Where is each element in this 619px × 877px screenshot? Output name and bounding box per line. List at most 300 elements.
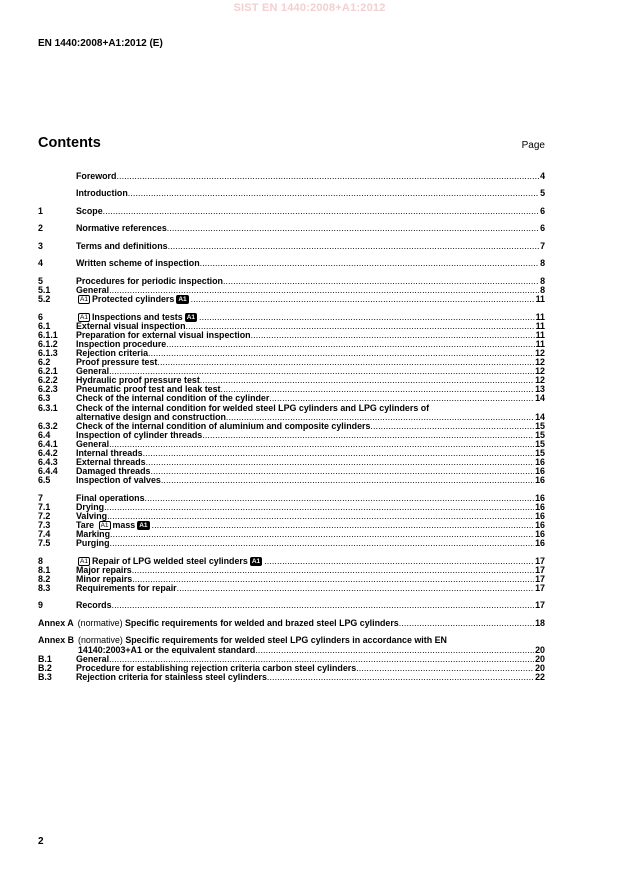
toc-entry-title bbox=[76, 331, 251, 340]
toc-entry-page: 20 bbox=[535, 644, 545, 655]
toc-entry-title-box bbox=[76, 530, 534, 539]
toc-entry-title-text: Records bbox=[76, 601, 112, 611]
toc-entry[interactable] bbox=[38, 458, 545, 467]
toc-entry-page: 16 bbox=[535, 529, 545, 540]
toc-entry-title-text: Check of the internal condition of the cylinder bbox=[76, 394, 270, 404]
toc-entry-title-box bbox=[76, 331, 535, 340]
toc-entry-title-text: General bbox=[76, 439, 110, 449]
toc-entry-page: 14 bbox=[535, 393, 545, 404]
toc-entry-number: 3 bbox=[38, 240, 43, 251]
toc-entry-title-box bbox=[76, 431, 534, 440]
toc-entry-title-text: Major repairs bbox=[76, 565, 132, 575]
toc-entry-number: 6.3 bbox=[38, 393, 51, 404]
toc-entry-page: 13 bbox=[535, 384, 545, 395]
toc-entry[interactable] bbox=[38, 340, 545, 349]
toc-entry[interactable] bbox=[38, 584, 545, 593]
toc-entry-title-text: Internal threads bbox=[76, 448, 143, 458]
document-id: EN 1440:2008+A1:2012 (E) bbox=[38, 38, 163, 49]
toc-entry[interactable] bbox=[38, 358, 545, 367]
toc-entry-number: 7.3 bbox=[38, 520, 51, 531]
toc-entry[interactable] bbox=[38, 242, 545, 251]
toc-entry-page: 16 bbox=[535, 501, 545, 512]
dot-leader bbox=[177, 584, 535, 593]
toc-entry[interactable] bbox=[38, 422, 545, 431]
toc-entry-title-text: Rejection criteria for stainless steel cylinders bbox=[76, 672, 267, 682]
toc-entry-number: Annex B bbox=[38, 635, 74, 646]
dot-leader bbox=[143, 449, 535, 458]
toc-entry-page: 5 bbox=[540, 188, 545, 199]
toc-entry-title bbox=[76, 385, 221, 394]
toc-entry[interactable] bbox=[38, 331, 545, 340]
toc-entry-title-line2: alternative design and construction bbox=[76, 411, 226, 422]
toc-entry[interactable] bbox=[38, 313, 545, 322]
toc-entry-title-box bbox=[76, 440, 534, 449]
toc-entry-page: 11 bbox=[535, 320, 545, 331]
toc-entry-number: 6.1.1 bbox=[38, 329, 58, 340]
contents-heading: Contents bbox=[38, 135, 101, 151]
toc-entry-title-text: Rejection criteria bbox=[76, 348, 149, 358]
toc-entry-title-text: Hydraulic proof pressure test bbox=[76, 376, 200, 386]
dot-leader bbox=[148, 349, 534, 358]
toc-entry-number: 6.4.1 bbox=[38, 438, 58, 449]
toc-entry-page: 18 bbox=[535, 617, 545, 628]
dot-leader bbox=[128, 189, 539, 198]
toc-entry-number: 8.3 bbox=[38, 582, 51, 593]
toc-entry-number: 6.4.3 bbox=[38, 457, 58, 468]
toc-entry[interactable] bbox=[38, 286, 545, 295]
dot-leader bbox=[110, 530, 534, 539]
dot-leader bbox=[104, 503, 534, 512]
toc-entry-title bbox=[78, 619, 399, 628]
toc-entry-title-text: Requirements for repair bbox=[76, 583, 177, 593]
toc-entry[interactable] bbox=[38, 673, 545, 682]
dot-leader bbox=[116, 172, 539, 181]
toc-entry-page: 17 bbox=[535, 582, 545, 593]
toc-entry-title-box bbox=[76, 172, 539, 181]
dot-leader bbox=[267, 673, 534, 682]
toc-entry-title bbox=[76, 566, 132, 575]
toc-entry-title-box bbox=[76, 539, 534, 548]
dot-leader bbox=[168, 242, 540, 251]
dot-leader bbox=[110, 539, 535, 548]
toc-entry-title-text: Inspection procedure bbox=[76, 339, 167, 349]
toc-entry-page: 4 bbox=[540, 171, 545, 181]
toc-entry-number: 6.1.3 bbox=[38, 347, 58, 358]
toc-entry-page: 6 bbox=[540, 205, 545, 216]
toc-entry-title-box bbox=[76, 476, 534, 485]
toc-entry-title-box bbox=[76, 512, 534, 521]
dot-leader bbox=[269, 394, 534, 403]
toc-entry-title bbox=[76, 172, 116, 181]
toc-entry-page: 14 bbox=[535, 411, 545, 422]
toc-entry-title bbox=[76, 440, 109, 449]
toc-entry-number: 6.5 bbox=[38, 475, 51, 486]
toc-entry-number: B.1 bbox=[38, 653, 52, 664]
toc-entry-title bbox=[76, 422, 370, 431]
toc-entry-number: 6.3.1 bbox=[38, 402, 58, 413]
toc-entry-title bbox=[76, 467, 150, 476]
toc-entry-number: 5.1 bbox=[38, 285, 51, 295]
watermark: SIST EN 1440:2008+A1:2012 bbox=[233, 2, 386, 14]
toc-entry-page: 12 bbox=[535, 347, 545, 358]
toc-entry-title-box bbox=[76, 664, 534, 673]
toc-entry[interactable] bbox=[38, 512, 545, 521]
toc-entry-page: 17 bbox=[535, 555, 545, 566]
toc-entry-page: 12 bbox=[535, 357, 545, 368]
toc-entry[interactable] bbox=[38, 636, 545, 654]
toc-entry-title bbox=[76, 394, 269, 403]
amendment-marker-icon: A1 bbox=[100, 522, 109, 530]
toc-entry-title bbox=[76, 673, 267, 682]
annex-qualifier: (normative) bbox=[77, 618, 126, 628]
toc-entry-title-box bbox=[76, 521, 534, 530]
annex-qualifier: (normative) bbox=[78, 636, 126, 646]
toc-entry-title bbox=[76, 584, 177, 593]
toc-entry-title bbox=[76, 224, 167, 233]
toc-entry-title-box bbox=[76, 340, 535, 349]
toc-entry-title-box bbox=[76, 286, 539, 295]
toc-entry-title bbox=[76, 367, 109, 376]
toc-entry-page: 15 bbox=[535, 420, 545, 431]
toc-entry-title-text: Normative references bbox=[76, 224, 167, 234]
toc-entry-page: 22 bbox=[535, 671, 545, 682]
toc-entry-title bbox=[76, 207, 103, 216]
toc-entry-page: 16 bbox=[535, 475, 545, 486]
dot-leader bbox=[152, 521, 535, 530]
toc-entry-title-box bbox=[76, 449, 534, 458]
toc-entry-title-box bbox=[76, 467, 534, 476]
toc-entry-page: 12 bbox=[535, 375, 545, 386]
amendment-marker-icon: A1 bbox=[178, 296, 187, 304]
toc-entry[interactable] bbox=[38, 349, 545, 358]
toc-entry-title-text: External visual inspection bbox=[76, 321, 186, 331]
toc-entry-page: 16 bbox=[535, 520, 545, 531]
toc-entry-title-text: Introduction bbox=[76, 189, 128, 199]
dot-leader bbox=[191, 295, 535, 304]
toc-entry-title-box bbox=[76, 566, 534, 575]
toc-entry-title-text: Final operations bbox=[76, 493, 145, 503]
toc-entry[interactable] bbox=[38, 557, 545, 566]
toc-entry[interactable] bbox=[38, 467, 545, 476]
toc-entry-title-box bbox=[76, 367, 534, 376]
toc-entry-number: 4 bbox=[38, 258, 43, 269]
toc-entry[interactable] bbox=[38, 503, 545, 512]
toc-entry-title bbox=[76, 349, 148, 358]
toc-entry-title-text: Tare bbox=[76, 521, 95, 531]
dot-leader bbox=[264, 557, 534, 566]
dot-leader bbox=[150, 467, 534, 476]
toc-entry-title bbox=[76, 476, 161, 485]
toc-entry-page: 17 bbox=[535, 564, 545, 575]
dot-leader bbox=[157, 358, 534, 367]
dot-leader bbox=[186, 322, 535, 331]
toc-entry-title-box bbox=[76, 295, 535, 304]
toc-entry-title bbox=[76, 358, 157, 367]
toc-entry-title-text: Inspection of valves bbox=[76, 476, 161, 486]
toc-entry[interactable] bbox=[38, 440, 545, 449]
toc-entry[interactable] bbox=[38, 394, 545, 403]
toc-entry-number: 9 bbox=[38, 600, 43, 611]
toc-entry-title-box bbox=[76, 494, 534, 503]
dot-leader bbox=[103, 207, 539, 216]
toc-entry-title bbox=[76, 530, 110, 539]
toc-entry-title bbox=[76, 655, 109, 664]
amendment-marker-icon: A1 bbox=[80, 296, 88, 304]
toc-entry[interactable] bbox=[38, 172, 545, 181]
toc-entry-page: 16 bbox=[535, 466, 545, 477]
toc-entry-title bbox=[76, 503, 104, 512]
toc-entry-page: 15 bbox=[535, 438, 545, 449]
toc-entry-number: 6.2 bbox=[38, 357, 51, 368]
toc-entry-title-box bbox=[76, 349, 534, 358]
toc-entry-title-line2-row bbox=[76, 413, 545, 422]
toc-entry[interactable] bbox=[38, 601, 545, 610]
toc-entry-title-box bbox=[76, 259, 539, 268]
toc-entry-number: 5 bbox=[38, 275, 43, 286]
toc-entry-title-box bbox=[76, 458, 534, 467]
toc-entry-title bbox=[76, 449, 143, 458]
toc-entry-number: 6.2.3 bbox=[38, 384, 58, 395]
amendment-marker-icon: A1 bbox=[80, 313, 88, 321]
toc-entry[interactable] bbox=[38, 322, 545, 331]
toc-entry-title-box bbox=[78, 619, 534, 628]
toc-entry-page: 12 bbox=[535, 366, 545, 377]
toc-entry-page: 15 bbox=[535, 447, 545, 458]
toc-entry-title bbox=[76, 189, 128, 198]
toc-entry-title bbox=[76, 277, 223, 286]
toc-entry-title-text: Inspection of cylinder threads bbox=[76, 430, 203, 440]
toc-entry-title-text: Repair of LPG welded steel cylinders bbox=[91, 556, 248, 566]
toc-entry-title bbox=[76, 512, 107, 521]
toc-entry[interactable] bbox=[38, 575, 545, 584]
toc-entry-number: 8.1 bbox=[38, 564, 51, 575]
dot-leader bbox=[251, 331, 535, 340]
amendment-marker-icon: A1 bbox=[186, 313, 196, 321]
toc-entry-title-box bbox=[76, 503, 534, 512]
toc-entry[interactable] bbox=[38, 449, 545, 458]
dot-leader bbox=[112, 601, 535, 610]
toc-entry-title bbox=[76, 242, 168, 251]
toc-entry-title-text: General bbox=[76, 367, 110, 377]
dot-leader bbox=[221, 385, 535, 394]
toc-entry-title-box bbox=[76, 394, 534, 403]
toc-entry-page: 16 bbox=[535, 457, 545, 468]
toc-entry-title-line2-row bbox=[78, 646, 545, 655]
toc-entry-title-text: Inspections and tests bbox=[91, 312, 183, 322]
dot-leader bbox=[161, 476, 534, 485]
toc-entry-title-box bbox=[76, 376, 534, 385]
dot-leader bbox=[202, 431, 534, 440]
toc-entry-number: 6 bbox=[38, 311, 43, 322]
toc-entry-title-text: Specific requirements for welded and brazed steel LPG cylinders bbox=[125, 618, 399, 628]
toc-entry[interactable] bbox=[38, 367, 545, 376]
toc-entry-title-text: Written scheme of inspection bbox=[76, 259, 200, 269]
toc-entry-page: 11 bbox=[535, 311, 545, 322]
toc-entry[interactable] bbox=[38, 530, 545, 539]
toc-entry-number: 8 bbox=[38, 555, 43, 566]
toc-entry[interactable] bbox=[38, 207, 545, 216]
dot-leader bbox=[132, 566, 534, 575]
dot-leader bbox=[223, 277, 539, 286]
toc-entry-number: 7.4 bbox=[38, 529, 51, 540]
toc-entry-page: 6 bbox=[540, 223, 545, 234]
toc-entry[interactable] bbox=[38, 376, 545, 385]
toc-entry[interactable] bbox=[38, 566, 545, 575]
toc-entry[interactable] bbox=[38, 277, 545, 286]
toc-entry-title-text: Scope bbox=[76, 206, 103, 216]
toc-entry-number: 8.2 bbox=[38, 573, 51, 584]
toc-entry-page: 11 bbox=[535, 338, 545, 349]
toc-entry-title bbox=[76, 539, 110, 548]
toc-entry-page: 7 bbox=[540, 240, 545, 251]
dot-leader bbox=[399, 619, 534, 628]
page-number: 2 bbox=[38, 836, 44, 847]
toc-entry-number: 6.4.4 bbox=[38, 466, 58, 477]
toc-entry-number: 6.4.2 bbox=[38, 447, 58, 458]
toc-entry-title-text-after: mass bbox=[112, 521, 136, 531]
toc-entry-title-box bbox=[76, 404, 545, 422]
toc-entry-title-text: Pneumatic proof test and leak test bbox=[76, 385, 221, 395]
toc-entry-title-box bbox=[76, 422, 534, 431]
toc-entry-page: 20 bbox=[535, 653, 545, 664]
toc-entry-number: 6.1 bbox=[38, 320, 51, 331]
toc-entry-number: 7.2 bbox=[38, 510, 51, 521]
toc-entry-number: 6.4 bbox=[38, 429, 51, 440]
toc-entry[interactable] bbox=[38, 189, 545, 198]
toc-entry-page: 16 bbox=[535, 510, 545, 521]
toc-entry-title-box bbox=[76, 557, 534, 566]
toc-entry[interactable] bbox=[38, 385, 545, 394]
toc-entry[interactable] bbox=[38, 476, 545, 485]
dot-leader bbox=[370, 422, 534, 431]
toc-entry-title-box bbox=[76, 322, 535, 331]
toc-entry-title bbox=[76, 431, 202, 440]
toc-entry-number: B.3 bbox=[38, 671, 52, 682]
toc-entry[interactable] bbox=[38, 539, 545, 548]
toc-entry-title-text: Preparation for external visual inspection bbox=[76, 330, 251, 340]
toc-entry-title-box bbox=[76, 313, 535, 322]
toc-entry-number: 5.2 bbox=[38, 294, 51, 305]
toc-entry[interactable] bbox=[38, 664, 545, 673]
dot-leader bbox=[109, 440, 534, 449]
toc-entry-title-box bbox=[76, 358, 534, 367]
toc-entry-title-text: External threads bbox=[76, 458, 146, 468]
toc-entry-title-box bbox=[76, 601, 534, 610]
toc-entry[interactable] bbox=[38, 295, 545, 304]
toc-entry-title-text: Procedure for establishing rejection criteria carbon steel cylinders bbox=[76, 663, 357, 673]
toc-entry-title bbox=[76, 664, 356, 673]
toc-entry-title-box bbox=[76, 224, 539, 233]
dot-leader bbox=[167, 224, 539, 233]
toc-entry-number: 7 bbox=[38, 492, 43, 503]
dot-leader bbox=[199, 313, 535, 322]
toc-entry-title-text: Valving bbox=[76, 511, 108, 521]
toc-entry[interactable] bbox=[38, 404, 545, 422]
toc-entry-page: 20 bbox=[535, 662, 545, 673]
page-column-header: Page bbox=[521, 140, 545, 151]
toc-entry-title-text: Purging bbox=[76, 539, 110, 549]
toc-entry-title-line1: Specific requirements for welded steel LPG cylinders in accordance with EN bbox=[125, 636, 447, 646]
toc-entry-number: 6.2.1 bbox=[38, 366, 58, 377]
toc-entry-title bbox=[76, 494, 145, 503]
toc-entry-number: B.2 bbox=[38, 662, 52, 673]
toc-entry[interactable] bbox=[38, 655, 545, 664]
toc-entry-title-box bbox=[78, 636, 545, 654]
toc-entry[interactable] bbox=[38, 619, 545, 628]
toc-entry-title-text: Terms and definitions bbox=[76, 241, 168, 251]
toc-entry[interactable] bbox=[38, 431, 545, 440]
toc-entry-page: 15 bbox=[535, 429, 545, 440]
toc-entry-title-text: General bbox=[76, 654, 110, 664]
toc-entry-title bbox=[76, 557, 264, 566]
toc-entry-page: 8 bbox=[540, 275, 545, 286]
dot-leader bbox=[255, 646, 534, 655]
dot-leader bbox=[109, 367, 534, 376]
toc-entry[interactable] bbox=[38, 224, 545, 233]
toc-entry-title-text: General bbox=[76, 286, 110, 295]
toc-entry-title-text: Damaged threads bbox=[76, 467, 151, 477]
toc-entry-title-text: Drying bbox=[76, 502, 105, 512]
dot-leader bbox=[109, 286, 539, 295]
toc-entry-page: 17 bbox=[535, 573, 545, 584]
toc-entry-number: 6.1.2 bbox=[38, 338, 58, 349]
toc-entry-number: Annex A bbox=[38, 617, 74, 628]
toc-entry-number: 2 bbox=[38, 223, 43, 234]
toc-entry-title bbox=[76, 376, 200, 385]
dot-leader bbox=[166, 340, 534, 349]
toc-entry-page: 8 bbox=[540, 285, 545, 295]
table-of-contents bbox=[38, 172, 545, 682]
toc-entry-title bbox=[76, 458, 146, 467]
amendment-marker-icon: A1 bbox=[251, 557, 261, 565]
dot-leader bbox=[146, 458, 535, 467]
toc-entry-page: 17 bbox=[535, 600, 545, 611]
toc-entry-title bbox=[76, 286, 109, 295]
toc-entry-title-text: Minor repairs bbox=[76, 574, 133, 584]
toc-entry-title-box bbox=[76, 655, 534, 664]
toc-entry-page: 8 bbox=[540, 258, 545, 269]
toc-entry[interactable] bbox=[38, 494, 545, 503]
toc-entry-number: 1 bbox=[38, 205, 43, 216]
amendment-marker-icon: A1 bbox=[80, 557, 88, 565]
toc-entry-number: 6.3.2 bbox=[38, 420, 58, 431]
toc-entry-title bbox=[76, 521, 152, 530]
toc-entry-title-box bbox=[76, 385, 534, 394]
toc-entry-number: 7.1 bbox=[38, 501, 51, 512]
dot-leader bbox=[132, 575, 534, 584]
toc-entry[interactable] bbox=[38, 521, 545, 530]
dot-leader bbox=[200, 259, 539, 268]
toc-entry-title-text: Proof pressure test bbox=[76, 358, 158, 368]
toc-entry-title-box bbox=[76, 189, 539, 198]
toc-entry-title bbox=[76, 295, 191, 304]
toc-entry-page: 11 bbox=[535, 329, 545, 340]
toc-entry-title bbox=[76, 313, 199, 322]
toc-entry-title-box bbox=[76, 584, 534, 593]
toc-entry-title-text: Check of the internal condition of aluminium and composite cylinders bbox=[76, 421, 371, 431]
toc-entry[interactable] bbox=[38, 259, 545, 268]
amendment-marker-icon: A1 bbox=[139, 522, 148, 530]
dot-leader bbox=[226, 413, 534, 422]
dot-leader bbox=[145, 494, 535, 503]
dot-leader bbox=[107, 512, 534, 521]
toc-entry-title-box bbox=[76, 575, 534, 584]
toc-entry-number: 6.2.2 bbox=[38, 375, 58, 386]
toc-entry-title-text: Marking bbox=[76, 530, 111, 540]
toc-entry-title-text: Protected cylinders bbox=[91, 295, 175, 305]
toc-entry-title-box bbox=[76, 207, 539, 216]
toc-entry-title bbox=[76, 259, 200, 268]
